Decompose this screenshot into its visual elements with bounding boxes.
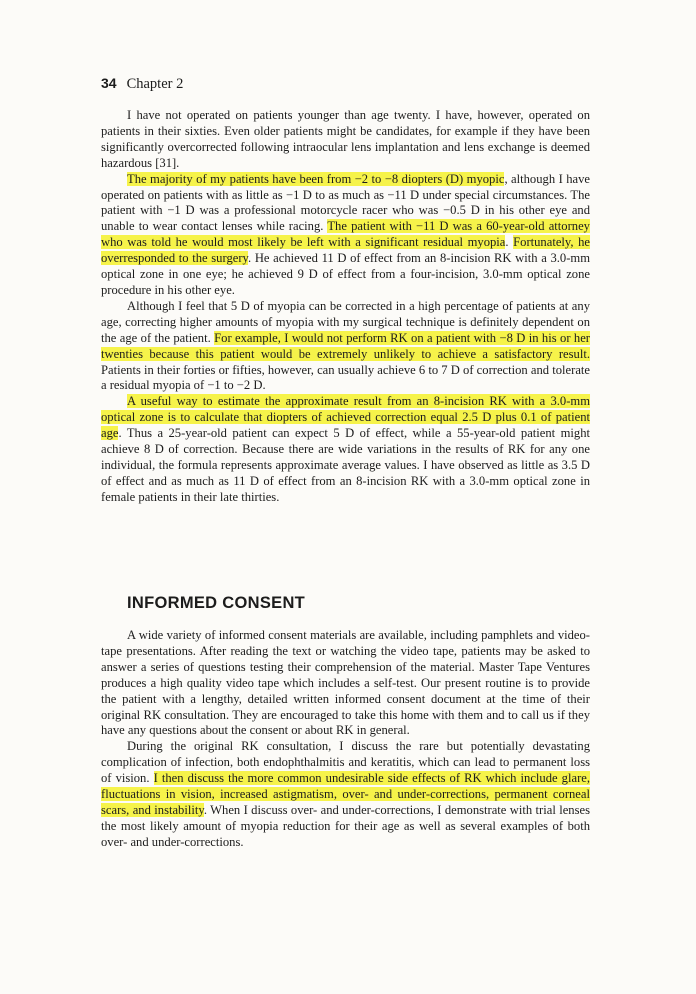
paragraph: Although I feel that 5 D of myopia can be corrected in a high percentage of patients at any age, correcting higher amounts of myopia with my surgical technique is definitely dependent on the age of the patient. For example, I would not perform RK on a patient with −8 D in his or her twenties because this patient would be extremely unlikely to achieve a satisfactory result. Patients in their forties or fifties, however, can usually achieve 6 to 7 D of correction and tolerate a residual myopia of −1 to −2 D. (101, 298, 590, 393)
paragraph: The majority of my patients have been from −2 to −8 diopters (D) myopic, although I have operated on patients with as little as −1 D to as much as −11 D under special circumstances. The patient with −1 D was a professional motorcycle racer who was −0.5 D in his other eye and unable to wear contact lenses while racing. The patient with −11 D was a 60-year-old attorney who was told he would most likely be left with a significant residual myopia. Fortunately, he overresponded to the surgery. He achieved 11 D of effect from an 8-incision RK with a 3.0-mm optical zone in one eye; he achieved 9 D of effect from a four-incision, 3.0-mm optical zone procedure in his other eye. (101, 171, 591, 297)
highlighted-text: A useful way to estimate the approximate result from an 8-incision RK with a 3.0-mm optical zone is to calculate that diopters of achieved correction equal 2.5 D plus 0.1 of patient age (101, 394, 590, 441)
running-head (101, 75, 183, 93)
page-number: 34 (101, 75, 117, 91)
paragraph: I have not operated on patients younger than age twenty. I have, however, operated on patients in their sixties. Even older patients might be candidates, for example if they have been significantly overcorrected following intraocular lens implantation and lens exchange is deemed hazardous [31]. (101, 108, 590, 170)
section-heading: INFORMED CONSENT (127, 594, 306, 612)
highlighted-text: For example, I would not perform RK on a patient with −8 D in his or her twenties because this patient would be extremely unlikely to achieve a satisfactory result. (101, 330, 590, 361)
paragraph: A wide variety of informed consent materials are available, including pamphlets and video-tape presentations. After reading the text or watching the video tape, patients may be asked to answer a series of questions testing their comprehension of the material. Master Tape Ventures produces a high quality video tape which includes a self-test. Our present routine is to provide the patient with a lengthy, detailed written informed consent document at the time of their original RK consultation. They are encouraged to take this home with them and to call us if they have any questions about the consent or about RK in general. (101, 628, 590, 738)
paragraph: A useful way to estimate the approximate result from an 8-incision RK with a 3.0-mm optical zone is to calculate that diopters of achieved correction equal 2.5 D plus 0.1 of patient age. Thus a 25-year-old patient can expect 5 D of effect, while a 55-year-old patient might achieve 8 D of correction. Because there are wide variations in the results of RK for any one individual, the formula represents approximate average values. I have observed as little as 3.5 D of effect and as much as 11 D of effect from an 8-incision RK with a 3.0-mm optical zone in female patients in their late thirties. (101, 394, 590, 504)
body-text-section-1 (101, 108, 590, 506)
paragraph: During the original RK consultation, I discuss the rare but potentially devastating complication of infection, both endophthalmitis and keratitis, which can lead to permanent loss of vision. I then discuss the more common undesirable side effects of RK which include glare, fluctuations in vision, increased astigmatism, over- and under-corrections, permanent corneal scars, and instability. When I discuss over- and under-corrections, I demonstrate with trial lenses the most likely amount of myopia reduction for their age as well as several examples of both over- and under-corrections. (101, 739, 590, 849)
chapter-label: Chapter 2 (126, 76, 184, 92)
highlighted-text: The majority of my patients have been from −2 to −8 diopters (D) myopic (127, 171, 505, 186)
highlighted-text: Fortunately, he overresponded to the surgery (101, 235, 590, 266)
highlighted-text: The patient with −11 D was a 60-year-old attorney who was told he would most likely be left with a significant residual myopia (101, 219, 590, 250)
body-text-section-2 (101, 628, 590, 851)
highlighted-text: I then discuss the more common undesirable side effects of RK which include glare, fluctuations in vision, increased astigmatism, over- and under-corrections, permanent corneal scars, and instability (101, 771, 590, 817)
